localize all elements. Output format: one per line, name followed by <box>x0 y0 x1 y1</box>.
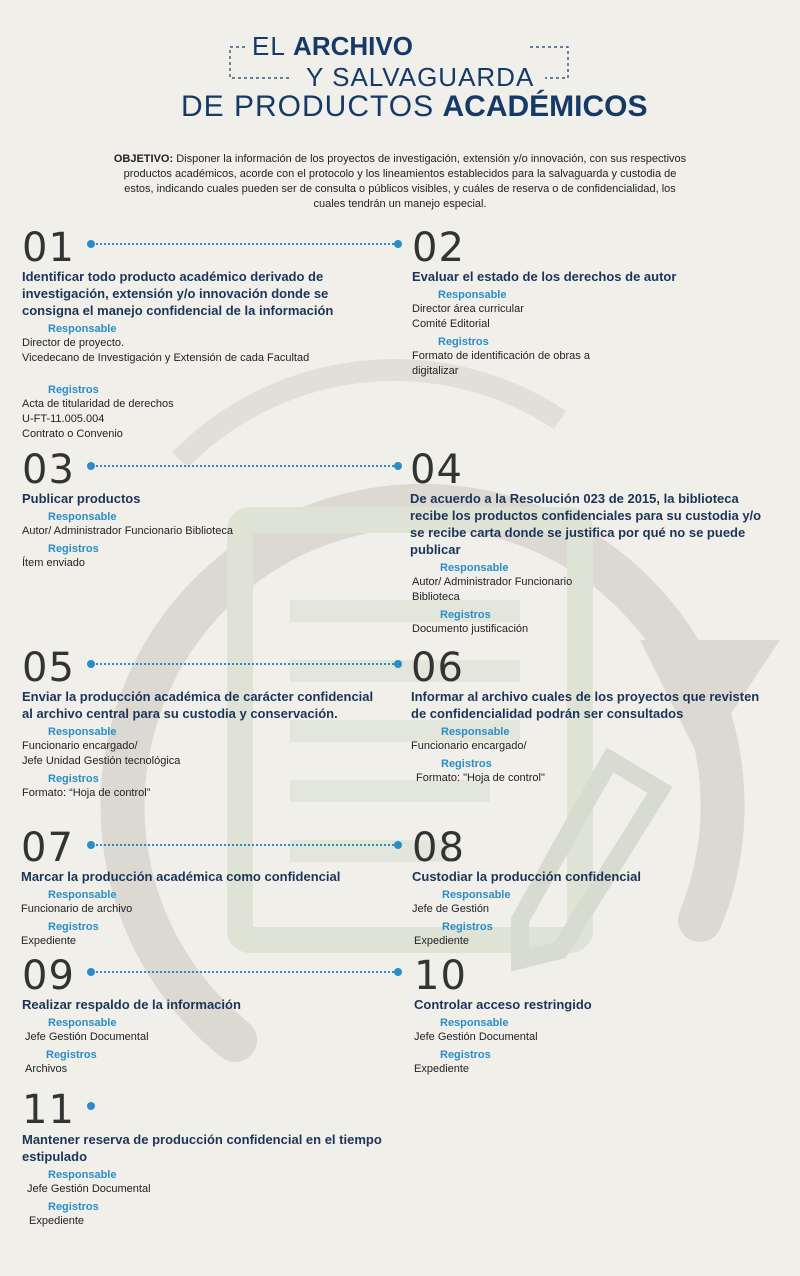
registros-value: Contrato o Convenio <box>22 428 123 440</box>
registros-label: Registros <box>48 773 99 785</box>
step-07 <box>21 825 391 949</box>
step-02 <box>412 225 772 379</box>
responsable-label: Responsable <box>440 1017 509 1029</box>
registros-label: Registros <box>48 1201 99 1213</box>
responsable-label: Responsable <box>48 726 117 738</box>
responsable-value: Director área curricular <box>412 303 524 315</box>
title-line-2 <box>306 64 534 90</box>
responsable-label: Responsable <box>440 562 509 574</box>
registros-value: Expediente <box>414 1063 470 1075</box>
responsable-label: Responsable <box>438 289 507 301</box>
responsable-value: Director de proyecto. <box>22 337 125 349</box>
step-number: 06 <box>411 645 464 691</box>
title-line-2-light: Y SALVAGUARDA <box>306 62 535 92</box>
step-number: 02 <box>412 225 465 271</box>
step-03 <box>22 447 382 571</box>
registros-value: Ítem enviado <box>22 557 85 569</box>
title-line-1-light: EL <box>252 31 286 61</box>
connector-dot <box>394 841 402 849</box>
registros-label: Registros <box>46 1049 97 1061</box>
responsable-value: Funcionario encargado/ <box>22 740 138 752</box>
title-line-3 <box>181 92 648 122</box>
registros-value: Expediente <box>21 935 77 947</box>
responsable-label: Responsable <box>48 511 117 523</box>
responsable-label: Responsable <box>441 726 510 738</box>
registros-value: Formato: “Hoja de control” <box>22 787 151 799</box>
step-number: 05 <box>22 645 75 691</box>
registros-value: Expediente <box>414 935 470 947</box>
title-line-1 <box>252 33 413 59</box>
registros-label: Registros <box>441 758 492 770</box>
step-number: 09 <box>22 953 75 999</box>
responsable-value: Biblioteca <box>412 591 460 603</box>
step-title: Enviar la producción académica de carácter confidencial al archivo central para su custodia y conservación. <box>22 689 374 721</box>
connector-dot <box>394 462 402 470</box>
step-01 <box>22 225 382 442</box>
step-number: 10 <box>414 953 467 999</box>
page-title <box>0 0 800 130</box>
registros-value: Archivos <box>25 1063 68 1075</box>
responsable-label: Responsable <box>48 1169 117 1181</box>
registros-value: Acta de titularidad de derechos <box>22 398 174 410</box>
responsable-value: Autor/ Administrador Funcionario Biblioteca <box>22 525 233 537</box>
responsable-value: Autor/ Administrador Funcionario <box>412 576 573 588</box>
step-06 <box>411 645 771 786</box>
registros-value: Formato: "Hoja de control" <box>416 772 545 784</box>
step-09 <box>22 953 382 1077</box>
responsable-value: Funcionario de archivo <box>21 903 133 915</box>
registros-label: Registros <box>48 543 99 555</box>
responsable-value: Jefe Gestión Documental <box>27 1183 151 1195</box>
registros-label: Registros <box>442 921 493 933</box>
step-title: Informar al archivo cuales de los proyectos que revisten de confidencialidad podrán ser consultados <box>411 689 760 721</box>
registros-value: Formato de identificación de obras a <box>412 350 590 362</box>
step-08 <box>412 825 772 949</box>
responsable-label: Responsable <box>48 1017 117 1029</box>
responsable-value: Vicedecano de Investigación y Extensión de cada Facultad <box>22 352 310 364</box>
step-11 <box>22 1087 382 1229</box>
step-10 <box>414 953 774 1077</box>
step-title: De acuerdo a la Resolución 023 de 2015, la biblioteca recibe los productos confidenciales para su custodia y/o se recibe carta donde se justifica por qué no se puede publicar <box>410 491 762 557</box>
responsable-value: Comité Editorial <box>412 318 490 330</box>
registros-label: Registros <box>48 384 99 396</box>
step-05 <box>22 645 382 801</box>
objective-text: Disponer la información de los proyectos de investigación, extensión y/o innovación, con sus respectivos productos académicos, acorde con el protocolo y los lineamientos establecidos para la salvaguarda y custodia de estos, indicando cuales pueden ser de consulta o públicos visibles, y cuáles de reserva o de confidencialidad, los cuales tendrán un manejo especial. <box>123 153 687 210</box>
step-title: Identificar todo producto académico derivado de investigación, extensión y/o innovación donde se consigna el manejo confidencial de la información <box>22 269 334 318</box>
registros-value: Expediente <box>29 1215 85 1227</box>
connector-dot <box>394 968 402 976</box>
step-number: 04 <box>410 447 463 493</box>
step-number: 03 <box>22 447 75 493</box>
registros-value: digitalizar <box>412 365 459 377</box>
responsable-value: Jefe Gestión Documental <box>414 1031 538 1043</box>
title-line-3-light: DE PRODUCTOS <box>181 90 435 123</box>
responsable-value: Jefe Unidad Gestión tecnológica <box>22 755 181 767</box>
step-title: Mantener reserva de producción confidencial en el tiempo estipulado <box>22 1132 382 1164</box>
responsable-value: Jefe de Gestión <box>412 903 490 915</box>
responsable-label: Responsable <box>48 323 117 335</box>
responsable-value: Jefe Gestión Documental <box>25 1031 149 1043</box>
registros-value: U-FT-11.005.004 <box>22 413 105 425</box>
registros-label: Registros <box>438 336 489 348</box>
responsable-label: Responsable <box>442 889 511 901</box>
objective-paragraph <box>110 152 690 212</box>
step-title: Controlar acceso restringido <box>414 997 592 1012</box>
step-04 <box>410 447 770 637</box>
connector-dot <box>394 660 402 668</box>
registros-value: Documento justificación <box>412 623 529 635</box>
registros-label: Registros <box>440 1049 491 1061</box>
step-title: Custodiar la producción confidencial <box>412 869 641 884</box>
step-number: 11 <box>22 1087 75 1133</box>
step-number: 08 <box>412 825 465 871</box>
step-number: 01 <box>22 225 75 271</box>
step-title: Realizar respaldo de la información <box>22 997 241 1012</box>
step-title: Publicar productos <box>22 491 141 506</box>
step-title: Marcar la producción académica como confidencial <box>21 869 341 884</box>
registros-label: Registros <box>48 921 99 933</box>
title-line-3-bold: ACADÉMICOS <box>442 90 648 123</box>
title-line-1-bold: ARCHIVO <box>293 31 413 61</box>
registros-label: Registros <box>440 609 491 621</box>
responsable-value: Funcionario encargado/ <box>411 740 527 752</box>
connector-dot <box>394 240 402 248</box>
step-title: Evaluar el estado de los derechos de autor <box>412 269 677 284</box>
step-number: 07 <box>21 825 74 871</box>
objective-label: OBJETIVO: <box>113 153 174 165</box>
responsable-label: Responsable <box>48 889 117 901</box>
